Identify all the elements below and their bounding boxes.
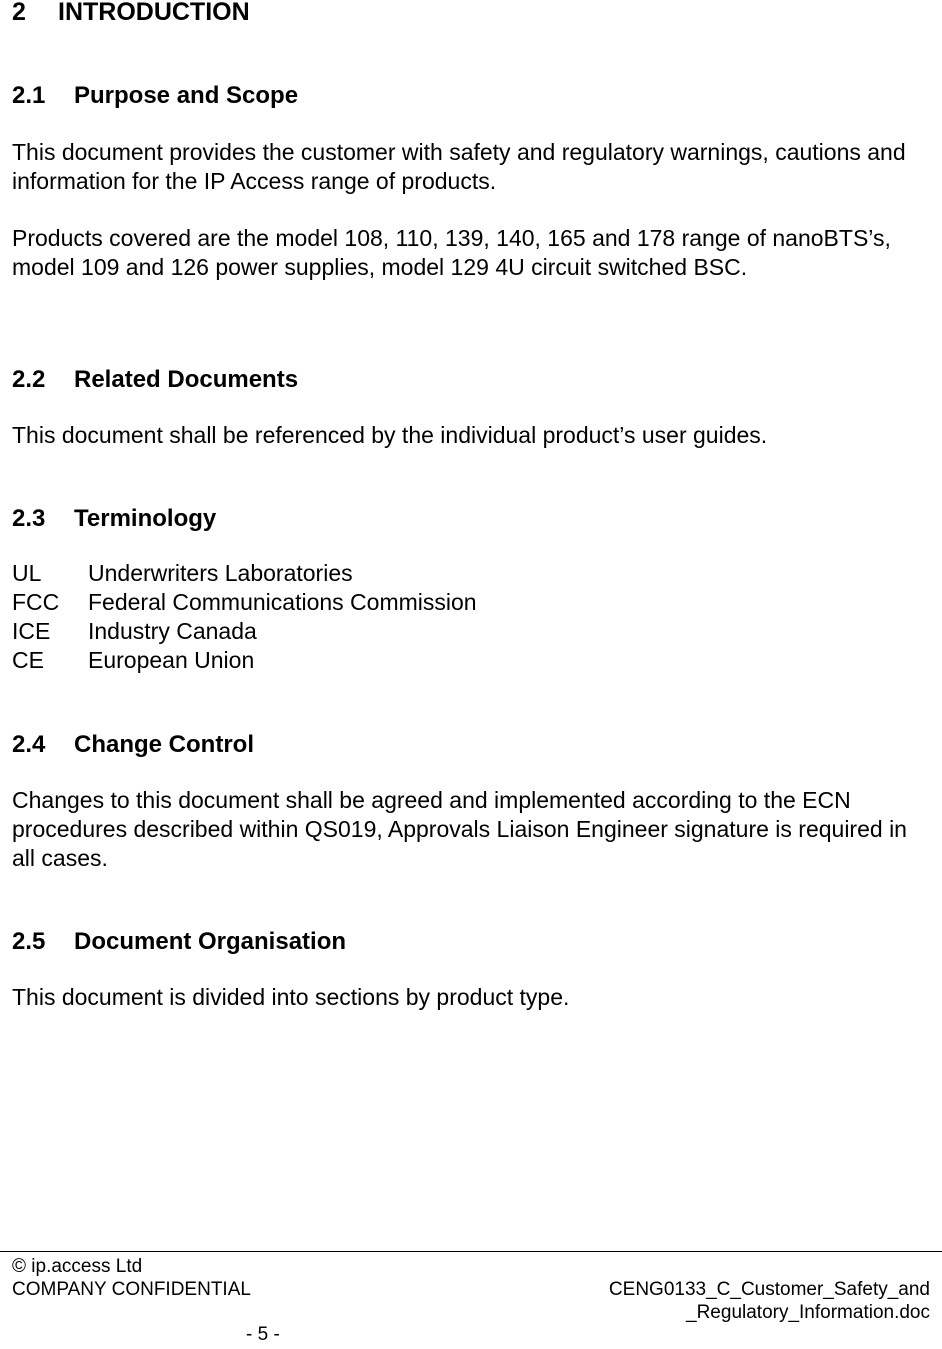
paragraph-change-control: Changes to this document shall be agreed and implemented according to the ECN procedures described within QS019, Approvals Liaison Engineer signature is required in all cases. [12,787,907,871]
section-number: 2.1 [12,82,46,109]
term-abbreviation: UL [12,560,42,586]
paragraph-document-organisation: This document is divided into sections by product type. [12,984,570,1010]
term-abbreviation: ICE [12,618,51,644]
section-title: Related Documents [74,366,299,393]
section-number: 2.3 [12,505,46,532]
chapter-number: 2 [12,0,26,26]
term-meaning: Federal Communications Commission [88,589,477,615]
section-title: Purpose and Scope [74,82,299,109]
section-heading-change-control [12,731,254,759]
paragraph-purpose: This document provides the customer with safety and regulatory warnings, cautions and information for the IP Access range of products. [12,139,906,194]
section-title: Document Organisation [74,928,347,955]
term-row [12,646,254,675]
section-heading-terminology [12,505,216,533]
section-title: Change Control [74,731,254,758]
footer-filename-line2: _Regulatory_Information.doc [686,1302,930,1323]
section-heading-document-organisation [12,928,346,956]
section-number: 2.2 [12,366,46,393]
paragraph-products-covered: Products covered are the model 108, 110, 139, 140, 165 and 178 range of nanoBTS’s, model 109 and 126 power supplies, model 129 4U circuit switched BSC. [12,225,891,280]
term-meaning: Underwriters Laboratories [88,560,353,586]
term-meaning: Industry Canada [88,618,257,644]
paragraph-related-documents: This document shall be referenced by the individual product’s user guides. [12,422,768,448]
footer-divider [0,1251,942,1252]
section-number: 2.5 [12,928,46,955]
chapter-title: INTRODUCTION [58,0,250,26]
term-row [12,559,353,588]
term-row [12,617,257,646]
term-abbreviation: CE [12,647,44,673]
section-heading-purpose-scope [12,82,298,110]
footer-filename-line1: CENG0133_C_Customer_Safety_and [608,1279,930,1300]
section-number: 2.4 [12,731,46,758]
term-row [12,588,477,617]
footer-page-number: - 5 - [246,1324,280,1345]
term-abbreviation: FCC [12,589,60,615]
section-heading-related-documents [12,366,298,394]
footer-copyright: © ip.access Ltd [12,1256,143,1277]
term-meaning: European Union [88,647,255,673]
footer-confidential: COMPANY CONFIDENTIAL [12,1279,251,1300]
chapter-heading [12,0,250,27]
section-title: Terminology [74,505,217,532]
